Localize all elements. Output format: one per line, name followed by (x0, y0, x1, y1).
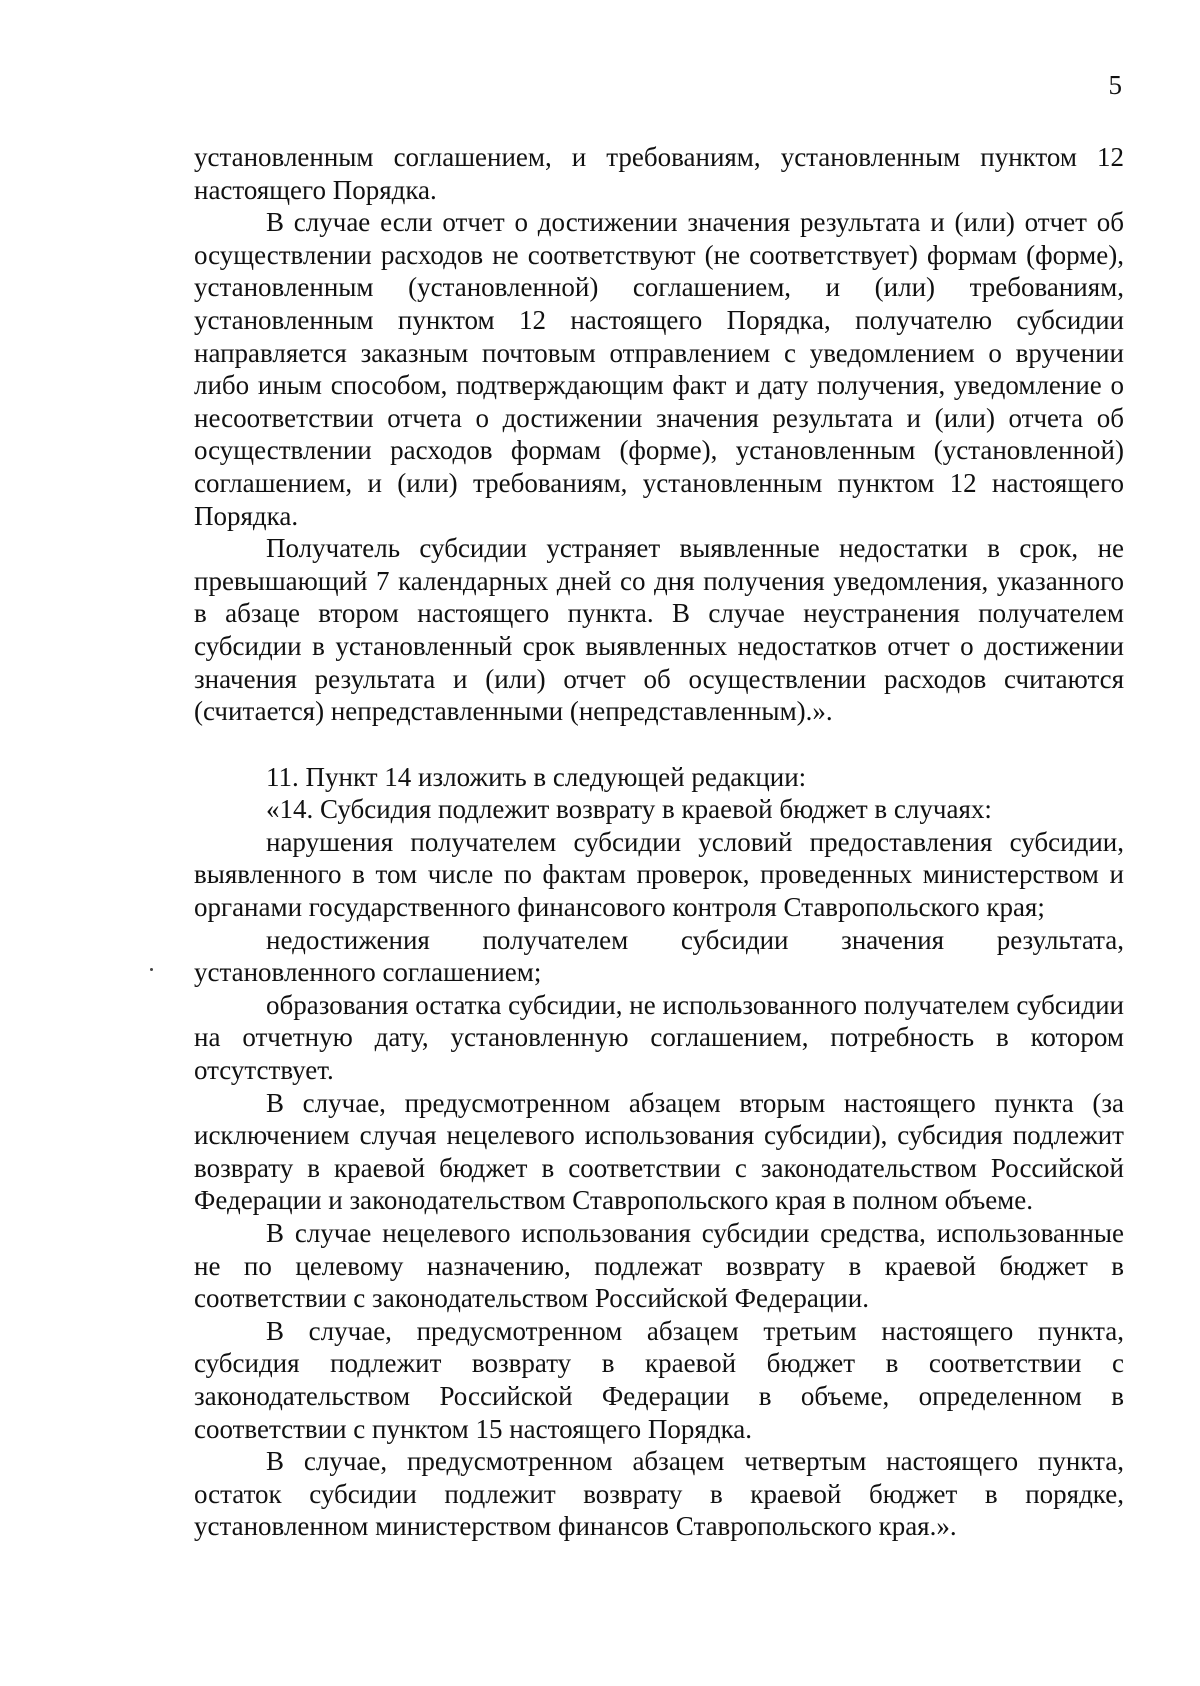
paragraph-deficiency-correction: Получатель субсидии устраняет выявленные недостатки в срок, не превышающий 7 календарных дней со дня получения уведомления, указанного в абзаце втором настоящего пункта. В случае неустранения получателем субсидии в установленный срок выявленных недостатков отчет о достижении значения результата и (или) отчет об осуществлении расходов считаются (считается) непредставленными (непредставленным).». (194, 533, 1124, 727)
paragraph-item-11: 11. Пункт 14 изложить в следующей редакции: (266, 761, 807, 792)
paragraph-violation-case: нарушения получателем субсидии условий предоставления субсидии, выявленного в том числе по фактам проверок, проведенных министерством и органами государственного финансового контроля Ставропольского края; (194, 826, 1124, 923)
paragraph-continuation: установленным соглашением, и требованиям, установленным пунктом 12 настоящего Порядка. (194, 142, 1124, 205)
paragraph-full-return: В случае, предусмотренном абзацем вторым настоящего пункта (за исключением случая нецелевого использования субсидии), субсидия подлежит возврату в краевой бюджет в соответствии с законодательством Российской Федерации и законодательством Ставропольского края в полном объеме. (194, 1087, 1124, 1216)
paragraph-unused-balance: образования остатка субсидии, не использованного получателем субсидии на отчетную дату, установленную соглашением, потребность в котором отсутствует. (194, 989, 1124, 1086)
paragraph-result-not-achieved: недостижения получателем субсидии значения результата, установленного соглашением; (194, 924, 1124, 988)
document-body (194, 141, 1124, 1543)
paragraph-partial-return: В случае, предусмотренном абзацем третьим настоящего пункта, субсидия подлежит возврату в краевой бюджет в соответствии с законодательством Российской Федерации в объеме, определенном в соответствии с пунктом 15 настоящего Порядка. (194, 1315, 1124, 1444)
page-number: 5 (1108, 70, 1122, 100)
paragraph-misuse-return: В случае нецелевого использования субсидии средства, использованные не по целевому назначению, подлежат возврату в краевой бюджет в соответствии с законодательством Российской Федерации. (194, 1218, 1124, 1314)
paragraph-report-mismatch: В случае если отчет о достижении значения результата и (или) отчет об осуществлении расходов не соответствуют (не соответствует) формам (форме), установленным (установленной) соглашением, и (или) требованиям, установленным пунктом 12 настоящего Порядка, получателю субсидии направляется заказным почтовым отправлением с уведомлением о вручении либо иным способом, подтверждающим факт и дату получения, уведомление о несоответствии отчета о достижении значения результата и (или) отчета об осуществлении расходов формам (форме), установленным (установленной) соглашением, и (или) требованиям, установленным пунктом 12 настоящего Порядка. (194, 207, 1124, 531)
paragraph-item-14-heading: «14. Субсидия подлежит возврату в краевой бюджет в случаях: (266, 794, 992, 825)
scan-dot-mark (150, 968, 153, 971)
paragraph-balance-return: В случае, предусмотренном абзацем четвертым настоящего пункта, остаток субсидии подлежит возврату в краевой бюджет в порядке, установленном министерством финансов Ставропольского края.». (194, 1446, 1124, 1542)
